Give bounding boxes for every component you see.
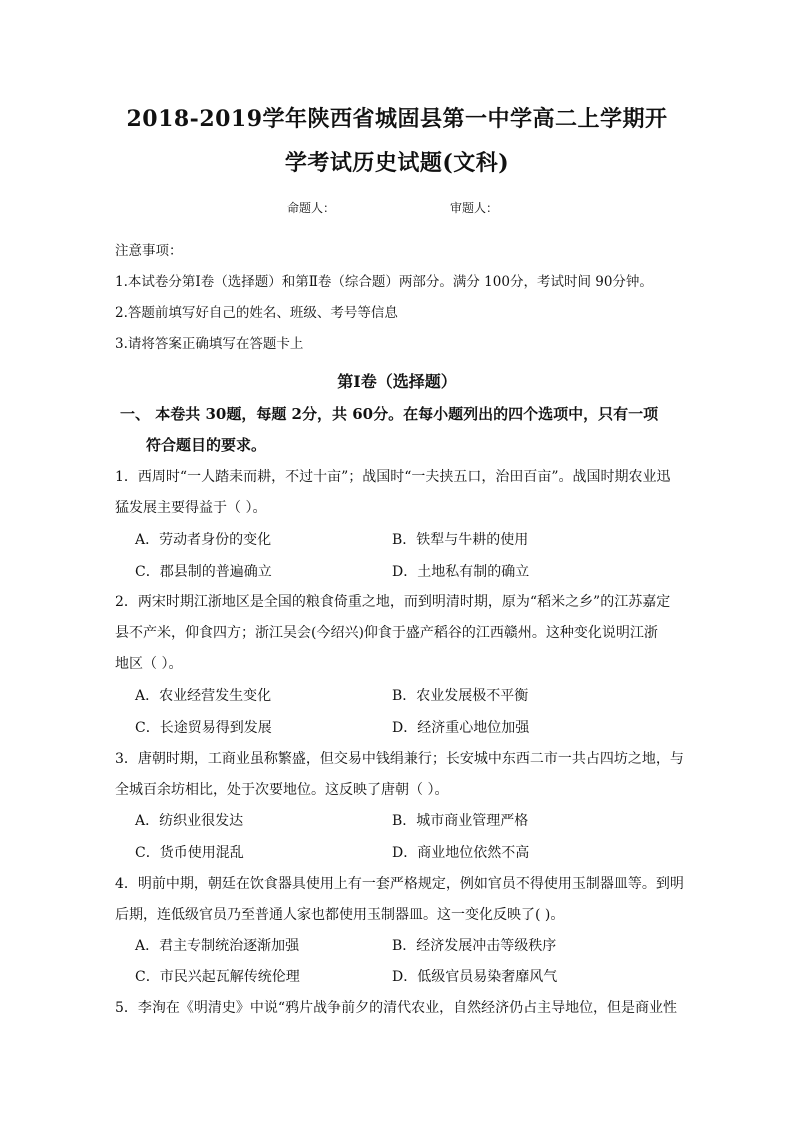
question-2-option-a: A．农业经营发生变化 <box>135 688 272 704</box>
question-2-line3: 地区（ ）。 <box>115 656 183 672</box>
question-4-line2: 后期，连低级官员乃至普通人家也都使用玉制器皿。这一变化反映了( )。 <box>115 907 565 923</box>
setter-label: 命题人： <box>287 201 336 215</box>
question-3-option-c: C．货币使用混乱 <box>135 845 244 861</box>
note-item: 3.请将答案正确填写在答题卡上 <box>115 336 304 352</box>
question-2-line2: 县不产米，仰食四方；浙江吴会(今绍兴)仰食于盛产稻谷的江西赣州。这种变化说明江浙 <box>115 625 658 641</box>
question-5-line1: 5．李洵在《明清史》中说“鸦片战争前夕的清代农业，自然经济仍占主导地位，但是商业性 <box>115 1000 678 1016</box>
question-4-option-b: B．经济发展冲击等级秩序 <box>392 938 557 954</box>
question-3-option-b: B．城市商业管理严格 <box>392 813 529 829</box>
question-4-line1: 4．明前中期，朝廷在饮食器具使用上有一套严格规定，例如官员不得使用玉制器皿等。到明 <box>115 876 684 892</box>
note-item: 2.答题前填写好自己的姓名、班级、考号等信息 <box>115 305 398 321</box>
section-instruction-line1: 一、 本卷共 30题，每题 2分，共 60分。在每小题列出的四个选项中，只有一项 <box>120 405 659 423</box>
notes-heading: 注意事项： <box>115 243 183 259</box>
question-4-option-c: C．市民兴起瓦解传统伦理 <box>135 969 300 985</box>
question-2-option-b: B．农业发展极不平衡 <box>392 688 529 704</box>
question-2-option-d: D．经济重心地位加强 <box>392 720 530 736</box>
question-1-line1: 1．西周时“一人踏耒而耕，不过十亩”；战国时“一夫挟五口，治田百亩”。战国时期农业迅 <box>115 469 671 485</box>
reviewer-label: 审题人： <box>450 201 499 215</box>
question-3-option-d: D．商业地位依然不高 <box>392 845 530 861</box>
exam-title-line2: 学考试历史试题(文科) <box>284 150 510 176</box>
section-instruction-line2: 符合题目的要求。 <box>146 436 267 454</box>
exam-title-line1: 2018-2019学年陕西省城固县第一中学高二上学期开 <box>126 106 668 132</box>
question-1-option-a: A．劳动者身份的变化 <box>135 532 272 548</box>
question-3-option-a: A．纺织业很发达 <box>135 813 244 829</box>
question-2-option-c: C．长途贸易得到发展 <box>135 720 272 736</box>
question-1-option-b: B．铁犁与牛耕的使用 <box>392 532 529 548</box>
note-item: 1.本试卷分第Ⅰ卷（选择题）和第Ⅱ卷（综合题）两部分。满分 100分，考试时间 90分钟。 <box>115 274 653 290</box>
question-1-option-c: C．郡县制的普遍确立 <box>135 564 272 580</box>
question-4-option-d: D．低级官员易染奢靡风气 <box>392 969 558 985</box>
question-3-line2: 全城百余坊相比，处于次要地位。这反映了唐朝（ ）。 <box>115 782 449 798</box>
question-3-line1: 3．唐朝时期，工商业虽称繁盛，但交易中钱绢兼行；长安城中东西二市一共占四坊之地，与 <box>115 751 684 767</box>
volume-title: 第Ⅰ卷（选择题） <box>337 372 457 391</box>
question-1-option-d: D．土地私有制的确立 <box>392 564 530 580</box>
question-2-line1: 2．两宋时期江浙地区是全国的粮食倚重之地，而到明清时期，原为“稻米之乡”的江苏嘉定 <box>115 594 671 610</box>
question-1-line2: 猛发展主要得益于（ ）。 <box>115 500 267 516</box>
question-4-option-a: A．君主专制统治逐渐加强 <box>135 938 300 954</box>
